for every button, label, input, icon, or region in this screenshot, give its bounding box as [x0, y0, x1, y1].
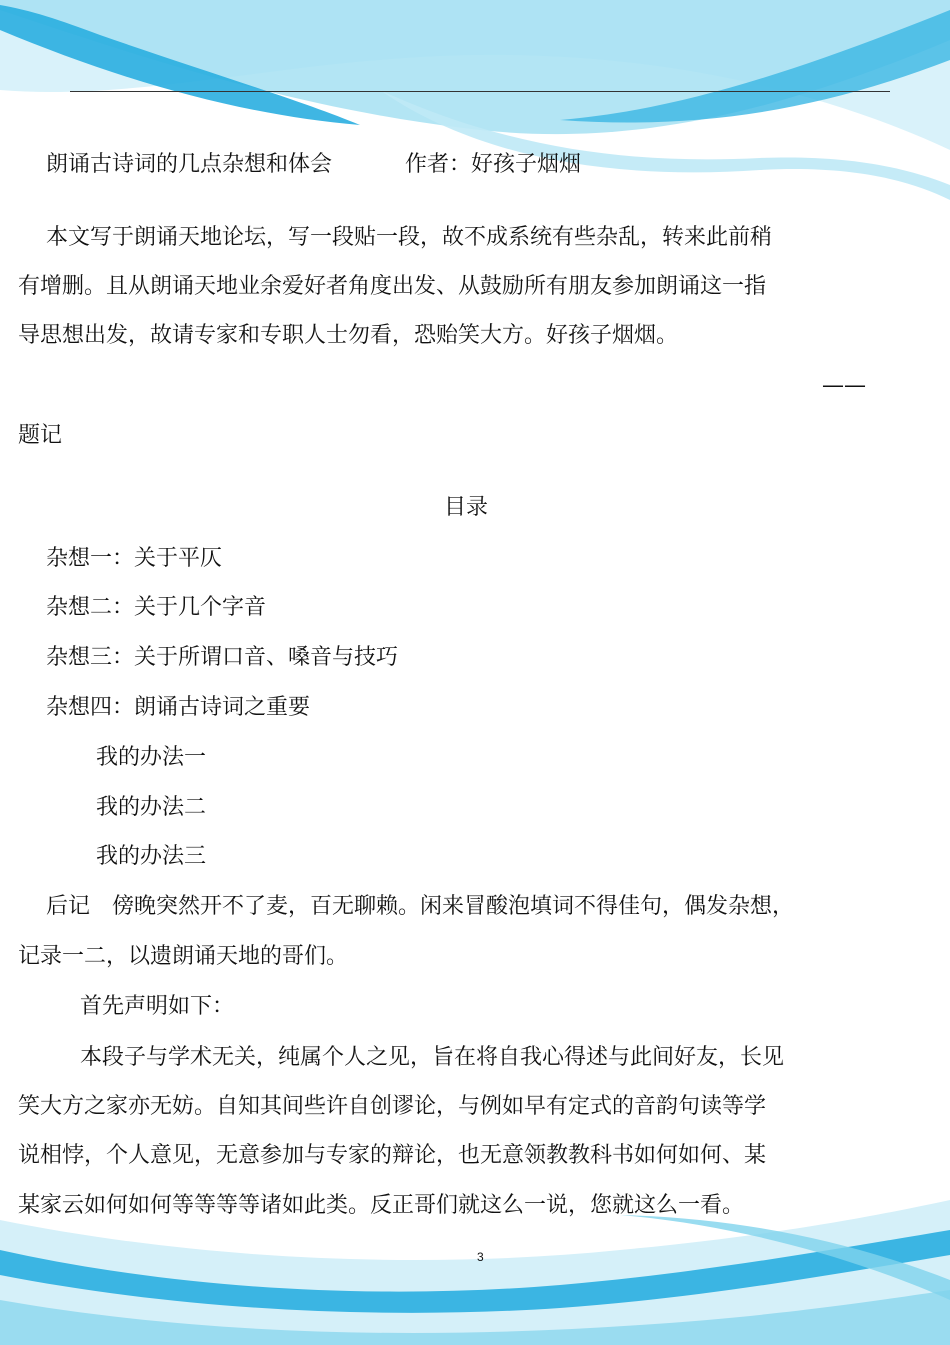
- toc-item: 杂想一：关于平仄: [46, 546, 223, 571]
- intro-line-3: 导思想出发，故请专家和专职人士勿看，恐贻笑大方。好孩子烟烟。: [18, 323, 679, 348]
- intro-dash: ——: [822, 373, 866, 398]
- toc-item: 杂想三：关于所谓口音、嗓音与技巧: [46, 645, 399, 670]
- toc-subitem: 我的办法三: [96, 844, 207, 869]
- toc-subitem: 我的办法二: [96, 795, 207, 820]
- intro-line-2: 有增删。且从朗诵天地业余爱好者角度出发、从鼓励所有朋友参加朗诵这一指: [18, 274, 767, 299]
- intro-note: 题记: [18, 423, 63, 448]
- article-author: 作者：好孩子烟烟: [405, 152, 582, 177]
- statement-line-2: 笑大方之家亦无妨。自知其间些许自创谬论，与例如早有定式的音韵句读等学: [18, 1094, 767, 1119]
- toc-title: 目录: [444, 495, 489, 520]
- toc-item: 杂想二：关于几个字音: [46, 595, 267, 620]
- article-title: 朗诵古诗词的几点杂想和体会: [46, 152, 333, 177]
- toc-item: 杂想四：朗诵古诗词之重要: [46, 695, 311, 720]
- statement-heading: 首先声明如下：: [80, 994, 235, 1019]
- header-rule: [70, 91, 890, 92]
- intro-line-1: 本文写于朗诵天地论坛，写一段贴一段，故不成系统有些杂乱，转来此前稍: [46, 225, 773, 250]
- page-number: 3: [477, 1250, 484, 1264]
- toc-subitem: 我的办法一: [96, 745, 207, 770]
- postscript-line-2: 记录一二，以遗朗诵天地的哥们。: [18, 944, 349, 969]
- statement-line-1: 本段子与学术无关，纯属个人之见，旨在将自我心得述与此间好友，长见: [80, 1045, 785, 1070]
- postscript-line-1: 后记 傍晚突然开不了麦，百无聊赖。闲来冒酸泡填词不得佳句，偶发杂想，: [46, 894, 795, 919]
- statement-line-3: 说相悖，个人意见，无意参加与专家的辩论，也无意领教教科书如何如何、某: [18, 1143, 767, 1168]
- statement-line-4: 某家云如何如何等等等等诸如此类。反正哥们就这么一说，您就这么一看。: [18, 1193, 745, 1218]
